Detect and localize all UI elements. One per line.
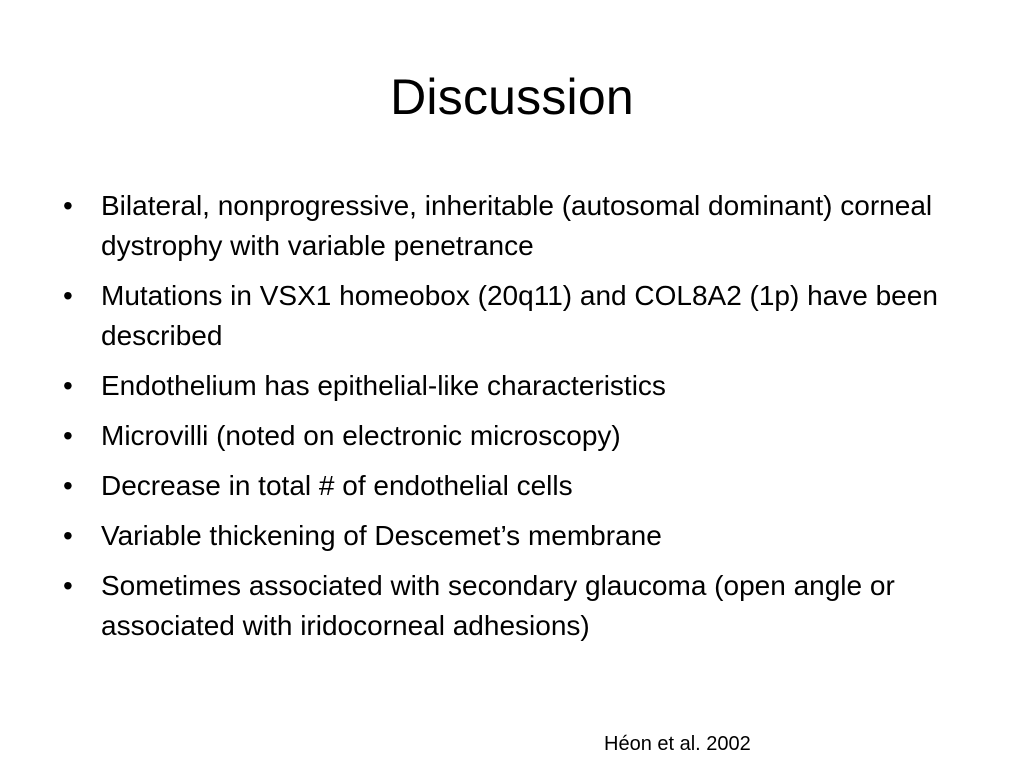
bullet-item bbox=[55, 366, 975, 406]
bullet-item bbox=[55, 186, 975, 266]
bullet-icon: • bbox=[63, 520, 73, 551]
bullet-icon: • bbox=[63, 570, 73, 601]
bullet-list bbox=[55, 186, 975, 656]
bullet-text: Variable thickening of Descemet’s membrane bbox=[101, 520, 662, 551]
bullet-icon: • bbox=[63, 370, 73, 401]
bullet-item bbox=[55, 466, 975, 506]
bullet-text: Decrease in total # of endothelial cells bbox=[101, 470, 573, 501]
bullet-icon: • bbox=[63, 420, 73, 451]
bullet-icon: • bbox=[63, 190, 73, 221]
citation: Héon et al. 2002 bbox=[604, 733, 751, 755]
bullet-item bbox=[55, 516, 975, 556]
bullet-item bbox=[55, 416, 975, 456]
bullet-icon: • bbox=[63, 470, 73, 501]
bullet-text: Microvilli (noted on electronic microscopy) bbox=[101, 420, 621, 451]
bullet-text: Mutations in VSX1 homeobox (20q11) and COL8A2 (1p) have been described bbox=[101, 280, 938, 351]
bullet-text: Endothelium has epithelial-like characteristics bbox=[101, 370, 666, 401]
bullet-icon: • bbox=[63, 280, 73, 311]
bullet-item bbox=[55, 276, 975, 356]
bullet-item bbox=[55, 566, 975, 646]
bullet-text: Sometimes associated with secondary glaucoma (open angle or associated with iridocorneal adhesions) bbox=[101, 570, 895, 641]
slide-title: Discussion bbox=[390, 69, 634, 125]
bullet-text: Bilateral, nonprogressive, inheritable (autosomal dominant) corneal dystrophy with variable penetrance bbox=[101, 190, 933, 261]
